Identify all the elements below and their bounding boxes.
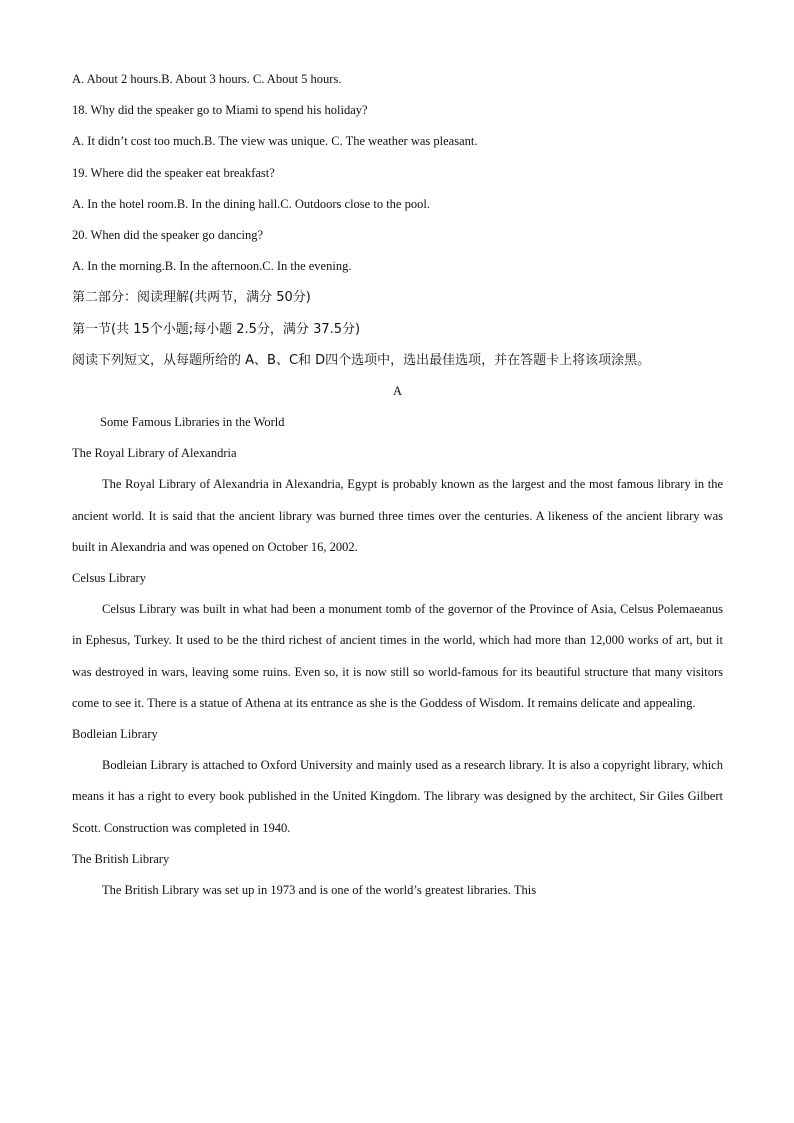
library-paragraph-british: The British Library was set up in 1973 and is one of the world’s greatest libraries. This [102,883,537,898]
q19-options: A. In the hotel room.B. In the dining hall.C. Outdoors close to the pool. [72,196,430,211]
section-title: 第一节(共 15个小题;每小题 2.5分，满分 37.5分) [72,321,361,337]
passage-letter: A [392,383,403,398]
library-paragraph-celsus: Celsus Library was built in what had been a monument tomb of the governor of the Province of Asia, Celsus Polemaeanus in Ephesus, Turkey. It used to be the third richest of ancient times in the world, which had more than 12,000 works of art, but it was destroyed in wars, leaving some ruins. Even so, it is now still so world-famous for its beautiful structure that many visitors come to see it. There is a statue of Athena at its entrance as she is the Goddess of Wisdom. It remains delicate and appealing. [72,602,723,710]
part-title: 第二部分：阅读理解(共两节，满分 50分) [72,290,311,306]
library-paragraph-bodleian: Bodleian Library is attached to Oxford University and mainly used as a research library. It is also a copyright library, which means it has a right to every book published in the United Kingdom. The library was designed by the architect, Sir Giles Gilbert Scott. Construction was completed in 1940. [72,758,723,835]
instructions: 阅读下列短文，从每题所给的 A、B、C和 D四个选项中，选出最佳选项，并在答题卡上将该项涂黑。 [72,352,651,368]
q20-question: 20. When did the speaker go dancing? [72,227,264,242]
library-paragraph-alexandria: The Royal Library of Alexandria in Alexandria, Egypt is probably known as the largest and the most famous library in the ancient world. It is said that the ancient library was burned three times over the centuries. A likeness of the ancient library was built in Alexandria and was opened on October 16, 2002. [72,477,723,554]
library-heading-alexandria: The Royal Library of Alexandria [72,446,237,461]
library-heading-british: The British Library [72,851,170,866]
q18-options: A. It didn’t cost too much.B. The view was unique. C. The weather was pleasant. [72,134,478,149]
exam-page [72,64,723,906]
q18-question: 18. Why did the speaker go to Miami to spend his holiday? [72,103,368,118]
library-heading-bodleian: Bodleian Library [72,727,158,742]
library-heading-celsus: Celsus Library [72,571,146,586]
q19-question: 19. Where did the speaker eat breakfast? [72,165,275,180]
passage-title: Some Famous Libraries in the World [100,415,285,430]
q20-options: A. In the morning.B. In the afternoon.C. In the evening. [72,259,352,274]
q17-options: A. About 2 hours.B. About 3 hours. C. About 5 hours. [72,72,342,86]
